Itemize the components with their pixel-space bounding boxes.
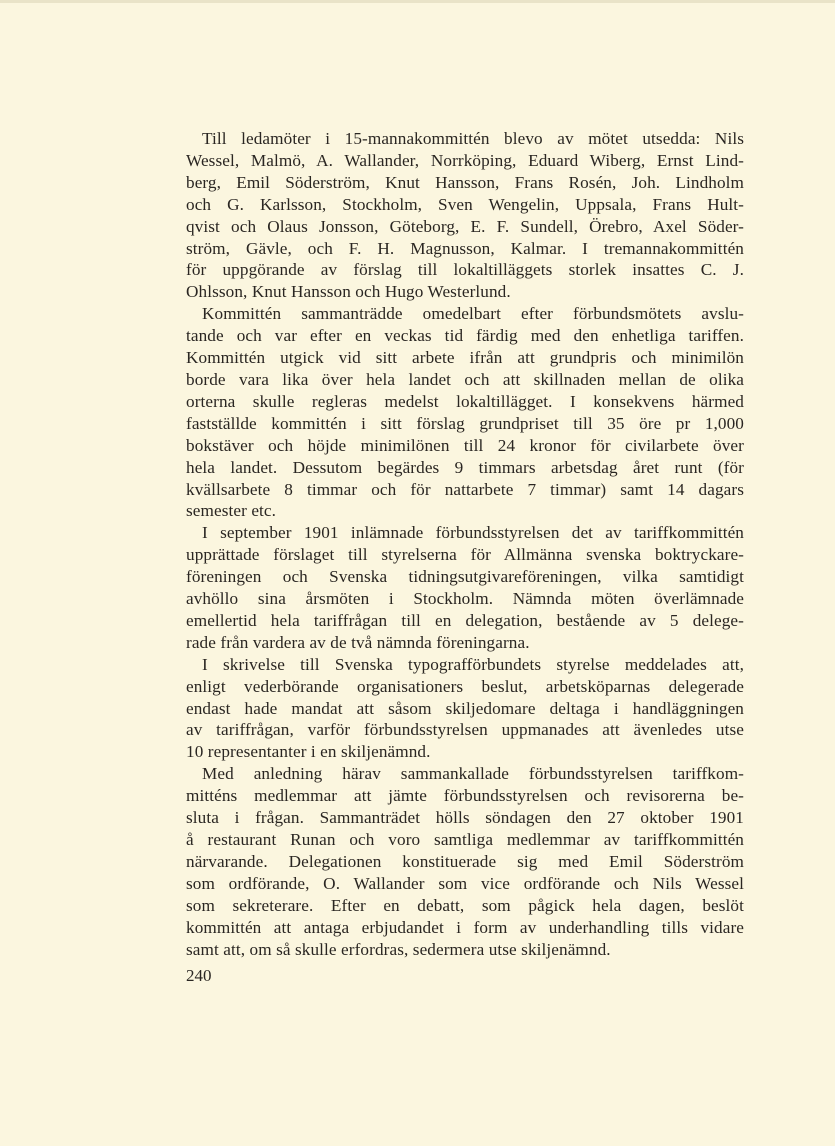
text-line: borde vara lika över hela landet och att skillnaden mellan de olika [186, 369, 744, 389]
text-line: och G. Karlsson, Stockholm, Sven Wengelin, Uppsala, Frans Hult- [186, 194, 744, 214]
text-line: ström, Gävle, och F. H. Magnusson, Kalmar. I tremannakommittén [186, 238, 744, 258]
text-line: Wessel, Malmö, A. Wallander, Norrköping, Eduard Wiberg, Ernst Lind- [186, 150, 744, 170]
text-line: kvällsarbete 8 timmar och för nattarbete 7 timmar) samt 14 dagars [186, 479, 744, 499]
text-line: semester etc. [186, 501, 277, 521]
text-line: som ordförande, O. Wallander som vice ordförande och Nils Wessel [186, 873, 744, 893]
text-line: Ohlsson, Knut Hansson och Hugo Westerlund. [186, 282, 511, 302]
text-line: mitténs medlemmar att jämte förbundsstyrelsen och revisorerna be- [186, 786, 744, 806]
text-line: 10 representanter i en skiljenämnd. [186, 742, 431, 762]
text-line: upprättade förslaget till styrelserna för Allmänna svenska boktryckare- [186, 545, 744, 565]
text-line: Kommittén utgick vid sitt arbete ifrån att grundpris och minimilön [186, 348, 744, 368]
text-line: fastställde kommittén i sitt förslag grundpriset till 35 öre pr 1,000 [186, 413, 744, 433]
text-line: kommittén att antaga erbjudandet i form av underhandling tills vidare [186, 917, 744, 937]
page-top-edge [0, 0, 835, 3]
text-line: närvarande. Delegationen konstituerade sig med Emil Söderström [186, 851, 744, 871]
text-line: av tariffrågan, varför förbundsstyrelsen uppmanades att ävenledes utse [186, 720, 744, 740]
text-line: I skrivelse till Svenska typografförbundets styrelse meddelades att, [202, 654, 744, 674]
text-line: qvist och Olaus Jonsson, Göteborg, E. F. Sundell, Örebro, Axel Söder- [186, 216, 744, 236]
text-line: I september 1901 inlämnade förbundsstyrelsen det av tariffkommittén [202, 523, 744, 543]
text-line: tande och var efter en veckas tid färdig med den enhetliga tariffen. [186, 326, 744, 346]
text-line: samt att, om så skulle erfordras, sedermera utse skiljenämnd. [186, 939, 611, 959]
text-line: emellertid hela tariffrågan till en delegation, bestående av 5 delege- [186, 610, 744, 630]
text-line: enligt vederbörande organisationers beslut, arbetsköparnas delegerade [186, 676, 744, 696]
text-line: bokstäver och höjde minimilönen till 24 kronor för civilarbete över [186, 435, 744, 455]
text-line: Med anledning härav sammankallade förbundsstyrelsen tariffkom- [202, 764, 744, 784]
text-line: som sekreterare. Efter en debatt, som pågick hela dagen, beslöt [186, 895, 744, 915]
text-line: för uppgörande av förslag till lokaltilläggets storlek insattes C. J. [186, 260, 744, 280]
text-line: berg, Emil Söderström, Knut Hansson, Frans Rosén, Joh. Lindholm [186, 172, 744, 192]
text-line: avhöllo sina årsmöten i Stockholm. Nämnda möten överlämnade [186, 589, 744, 609]
text-line: Kommittén sammanträdde omedelbart efter förbundsmötets avslu- [202, 304, 744, 324]
body-text [186, 128, 744, 960]
text-line: orterna skulle regleras medelst lokaltillägget. I konsekvens härmed [186, 391, 744, 411]
text-line: rade från vardera av de två nämnda föreningarna. [186, 632, 530, 652]
text-line: Till ledamöter i 15-mannakommittén blevo av mötet utsedda: Nils [202, 129, 744, 148]
page-number: 240 [186, 966, 212, 985]
text-line: endast hade mandat att såsom skiljedomare deltaga i handläggningen [186, 698, 744, 718]
text-line: sluta i frågan. Sammanträdet hölls söndagen den 27 oktober 1901 [186, 808, 744, 828]
text-line: å restaurant Runan och voro samtliga medlemmar av tariffkommittén [186, 830, 744, 849]
text-line: föreningen och Svenska tidningsutgivareföreningen, vilka samtidigt [186, 567, 744, 587]
text-line: hela landet. Dessutom begärdes 9 timmars arbetsdag året runt (för [186, 457, 744, 477]
